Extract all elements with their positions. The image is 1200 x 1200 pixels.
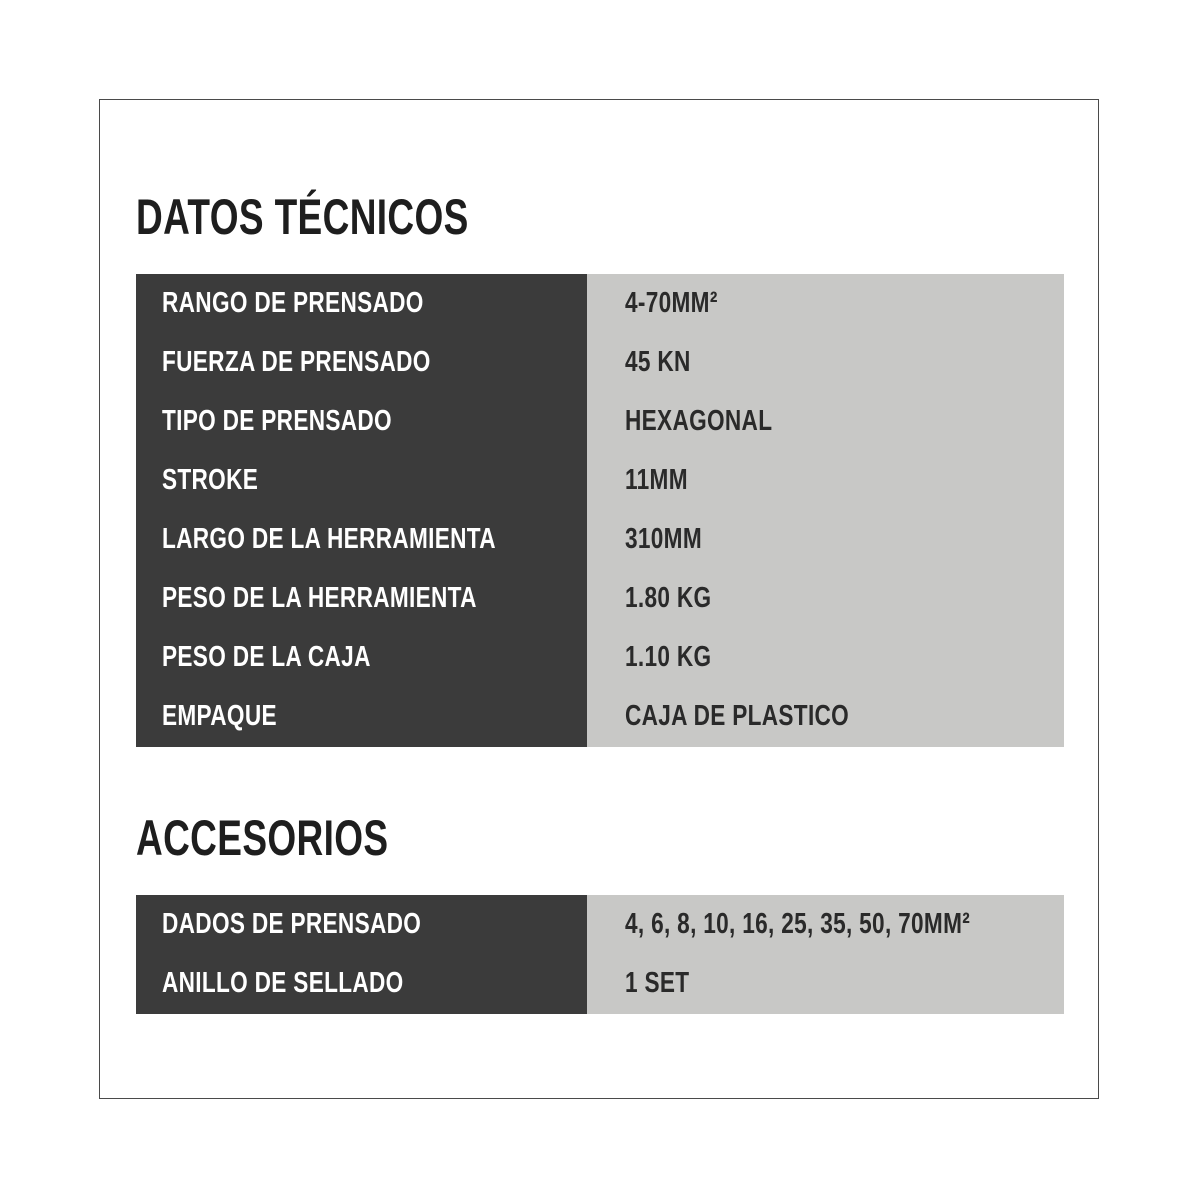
accessories-title: ACCESORIOS	[136, 810, 389, 866]
spec-label-crimping-force: FUERZA DE PRENSADO	[162, 346, 431, 378]
spec-value-stroke: 11MM	[625, 464, 688, 496]
spec-value-tool-weight: 1.80 KG	[625, 582, 712, 614]
technical-values-column	[587, 274, 1064, 747]
accessory-value-crimping-dies: 4, 6, 8, 10, 16, 25, 35, 50, 70MM²	[625, 908, 971, 940]
spec-value-tool-length: 310MM	[625, 523, 702, 555]
spec-value-crimping-range: 4-70MM²	[625, 287, 718, 319]
technical-data-table	[136, 274, 1064, 747]
spec-label-packaging: EMPAQUE	[162, 700, 277, 732]
accessories-values-column	[587, 895, 1064, 1014]
technical-data-title: DATOS TÉCNICOS	[136, 189, 469, 245]
spec-label-crimping-type: TIPO DE PRENSADO	[162, 405, 392, 437]
spec-label-stroke: STROKE	[162, 464, 259, 496]
accessories-labels-column	[136, 895, 587, 1014]
spec-value-crimping-force: 45 KN	[625, 346, 691, 378]
spec-label-box-weight: PESO DE LA CAJA	[162, 641, 371, 673]
accessories-table	[136, 895, 1064, 1014]
spec-label-crimping-range: RANGO DE PRENSADO	[162, 287, 424, 319]
spec-value-crimping-type: HEXAGONAL	[625, 405, 773, 437]
accessory-label-sealing-ring: ANILLO DE SELLADO	[162, 967, 404, 999]
spec-value-packaging: CAJA DE PLASTICO	[625, 700, 850, 732]
accessory-value-sealing-ring: 1 SET	[625, 967, 690, 999]
accessory-label-crimping-dies: DADOS DE PRENSADO	[162, 908, 422, 940]
spec-label-tool-length: LARGO DE LA HERRAMIENTA	[162, 523, 496, 555]
spec-label-tool-weight: PESO DE LA HERRAMIENTA	[162, 582, 477, 614]
spec-value-box-weight: 1.10 KG	[625, 641, 712, 673]
technical-labels-column	[136, 274, 587, 747]
